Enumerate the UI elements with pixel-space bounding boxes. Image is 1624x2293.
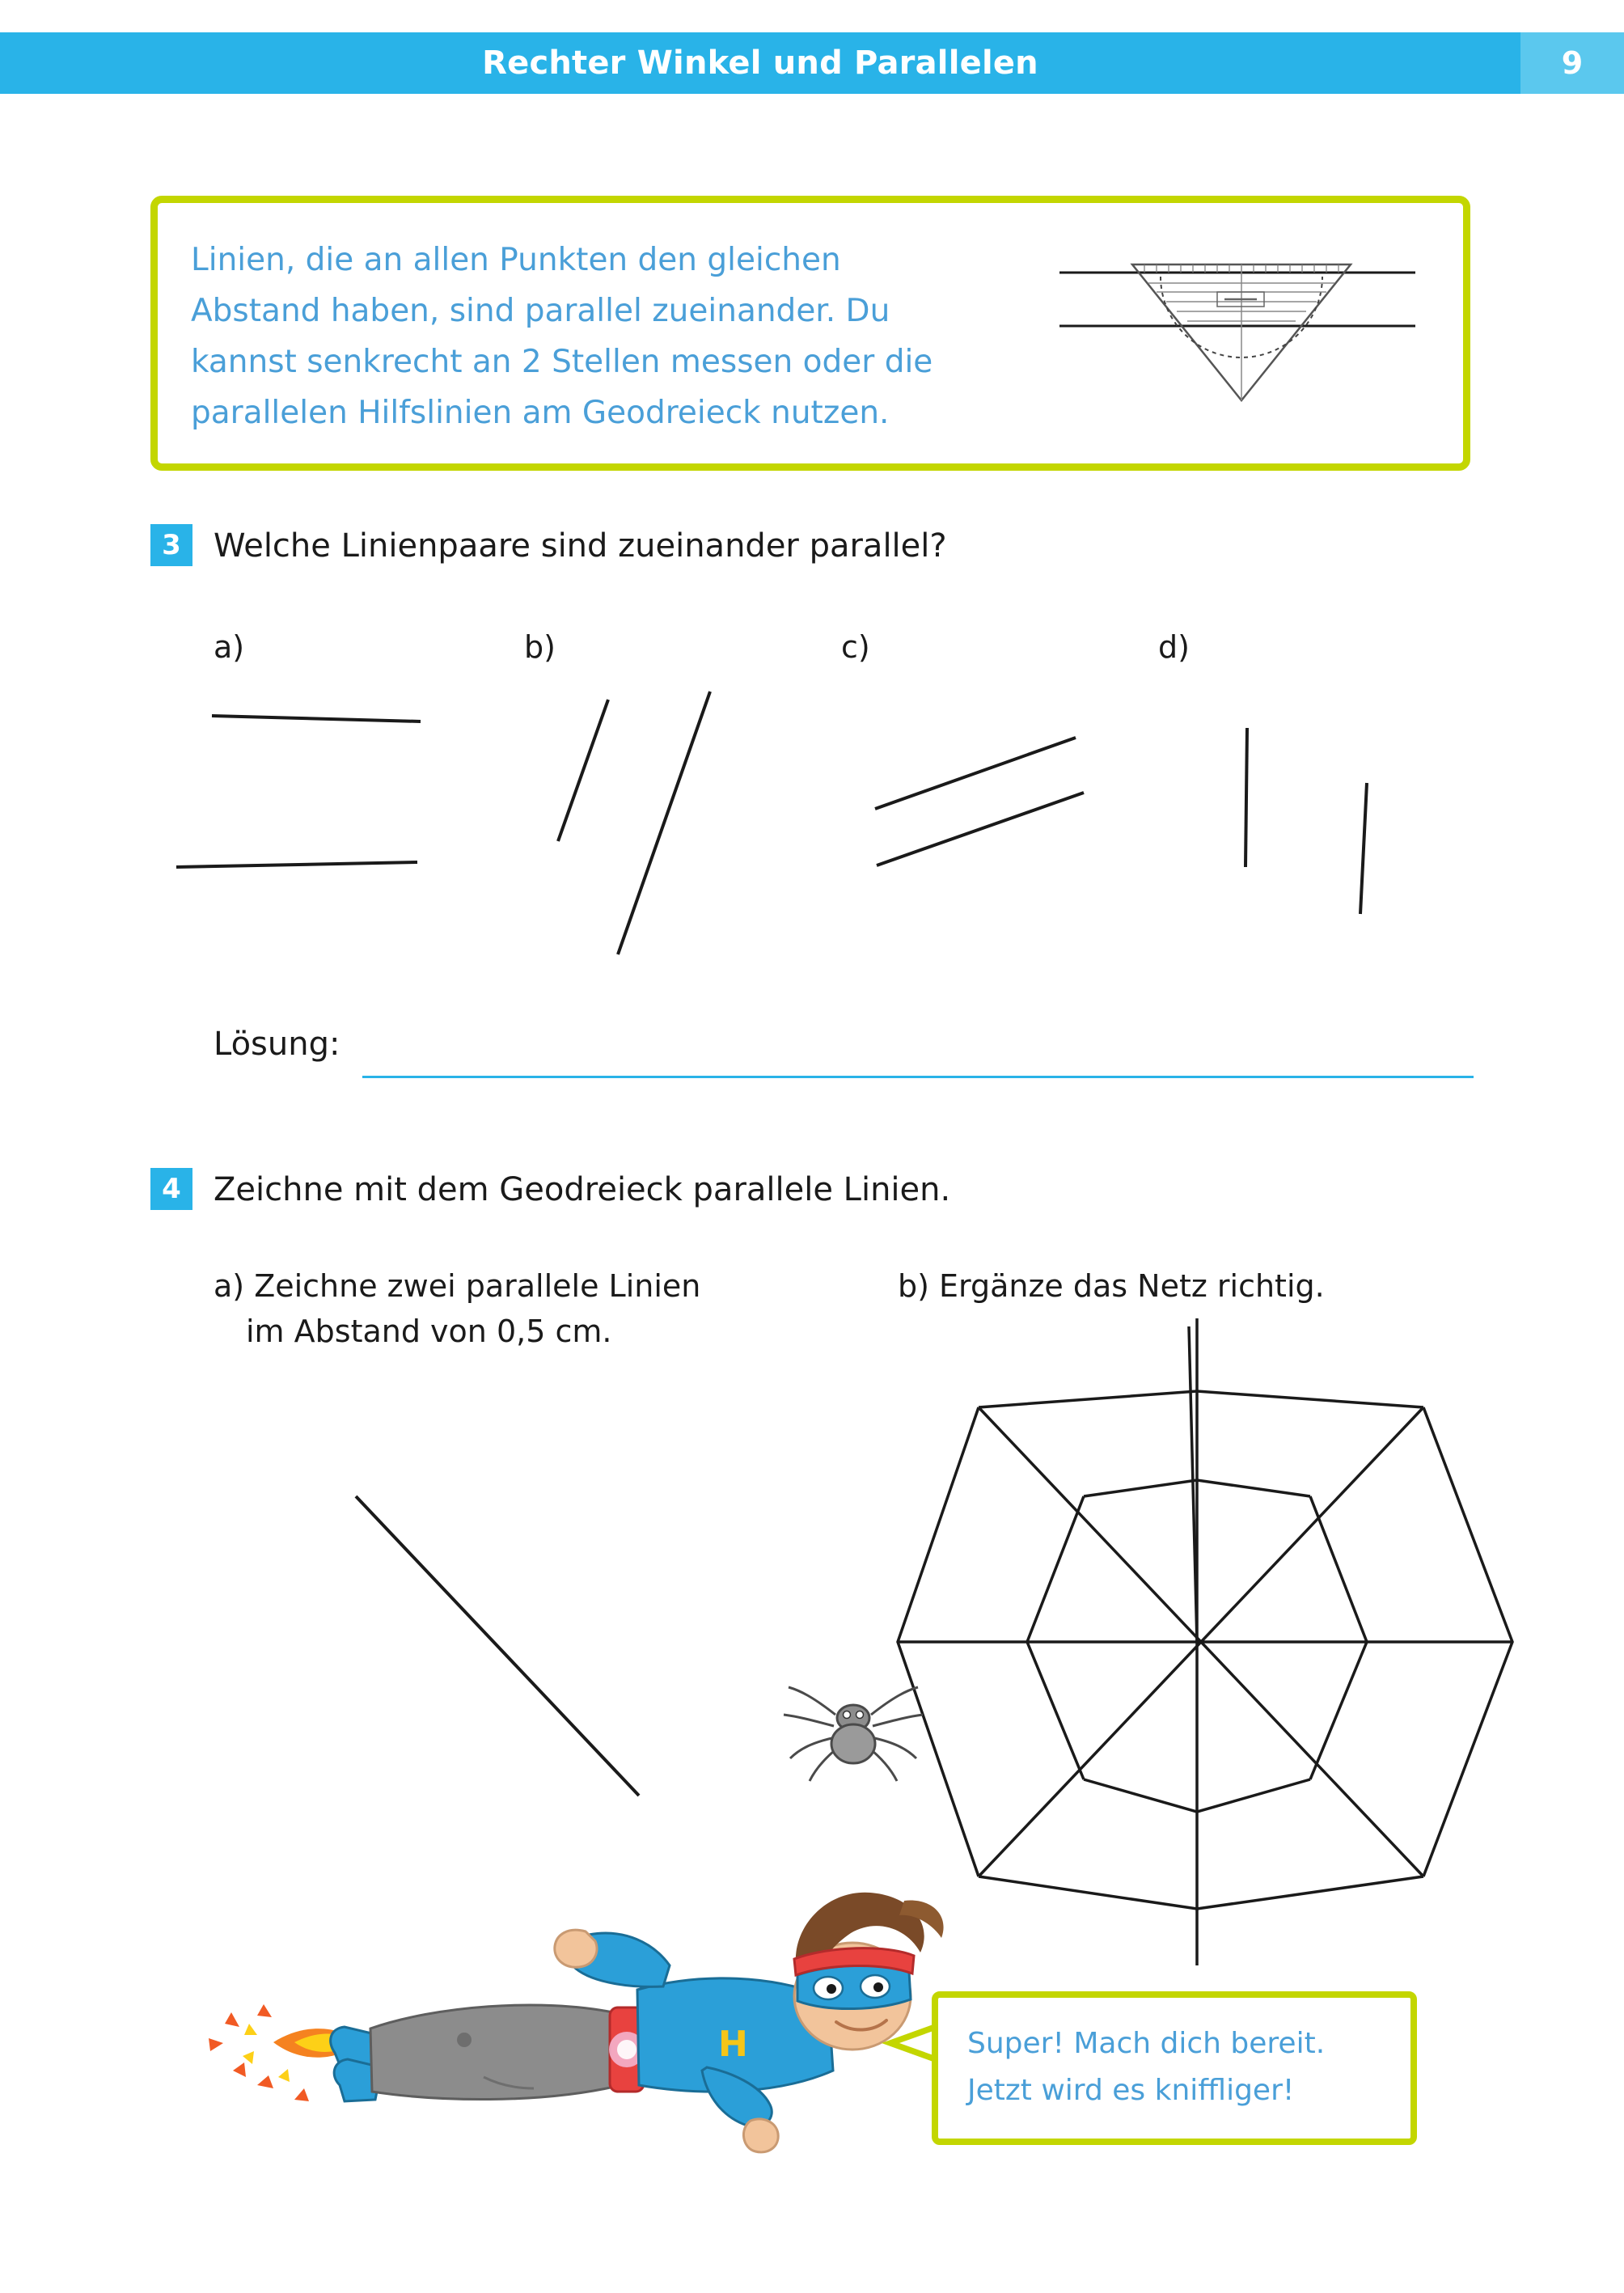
info-line-3: kannst senkrecht an 2 Stellen messen oder die — [191, 344, 933, 380]
info-box-text — [191, 235, 1032, 438]
spider-illustration — [772, 1666, 934, 1796]
task-3-option-a-label: a) — [214, 629, 245, 665]
task-3-option-b-label: b) — [524, 629, 556, 665]
task-3-option-c-label: c) — [841, 629, 870, 665]
task-4-sub-b: b) Ergänze das Netz richtig. — [898, 1268, 1325, 1304]
task-3-figure-a — [162, 679, 501, 906]
speech-bubble-text — [967, 2020, 1404, 2114]
task-4a-reference-line — [324, 1472, 663, 1812]
task-3-figure-c — [857, 704, 1124, 890]
task-4-number: 4 — [150, 1168, 192, 1210]
task-4-sub-a-line1: a) Zeichne zwei parallele Linien — [214, 1268, 701, 1304]
task-3-option-d-label: d) — [1158, 629, 1190, 665]
task-3-prompt: Welche Linienpaare sind zueinander parallel? — [214, 527, 947, 565]
page-number: 9 — [1561, 45, 1584, 81]
task-4-prompt: Zeichne mit dem Geodreieck parallele Linien. — [214, 1171, 951, 1208]
task-3-figure-b — [534, 679, 776, 971]
task-3-figure-d — [1205, 712, 1415, 954]
info-line-4: parallelen Hilfslinien am Geodreieck nutzen. — [191, 395, 890, 431]
geodreieck-icon — [1051, 239, 1423, 417]
task-4-sub-a — [214, 1263, 796, 1354]
flying-superhero-illustration — [136, 1868, 977, 2240]
info-line-2: Abstand haben, sind parallel zueinander. Du — [191, 293, 890, 329]
page-title: Rechter Winkel und Parallelen — [482, 44, 1038, 82]
task-3-answer-field[interactable] — [362, 1076, 1474, 1078]
task-4-sub-a-line2: im Abstand von 0,5 cm. — [246, 1314, 612, 1349]
speech-bubble-line-1: Super! Mach dich bereit. — [967, 2027, 1326, 2060]
task-3-answer-label: Lösung: — [214, 1026, 340, 1063]
shirt-letter: H — [718, 2024, 748, 2065]
info-line-1: Linien, die an allen Punkten den gleichen — [191, 242, 841, 278]
speech-bubble-line-2: Jetzt wird es kniffliger! — [967, 2074, 1295, 2107]
task-3-number: 3 — [150, 524, 192, 566]
